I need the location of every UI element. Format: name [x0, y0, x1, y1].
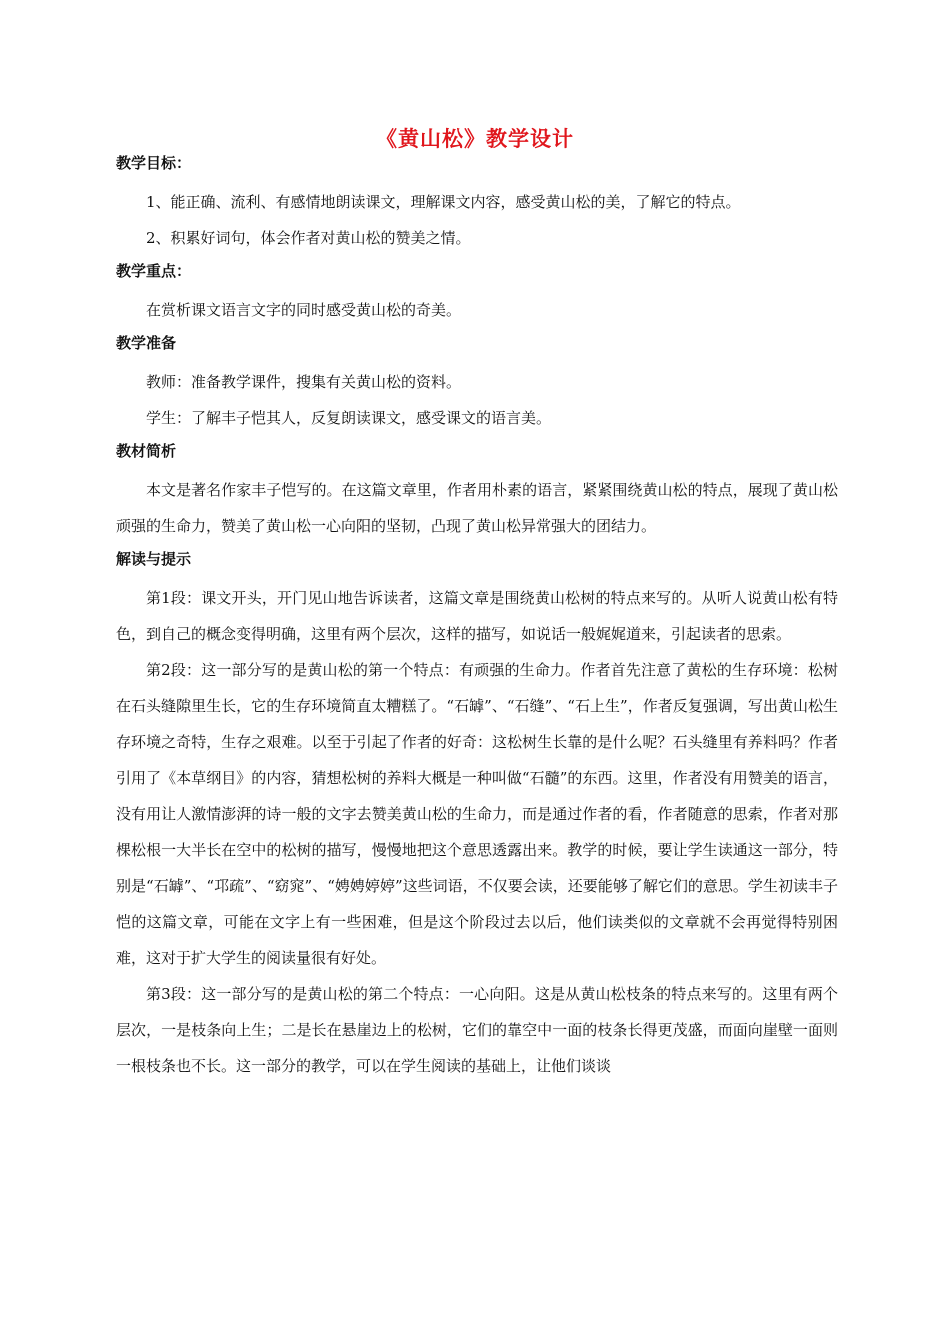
- document-title: 《黄山松》教学设计: [376, 127, 574, 151]
- paragraph: 1、能正确、流利、有感情地朗读课文，理解课文内容，感受黄山松的美，了解它的特点。: [146, 193, 741, 211]
- paragraph: 本文是著名作家丰子恺写的。在这篇文章里，作者用朴素的语言，紧紧围绕黄山松的特点，展现了黄山松顽强的生命力，赞美了黄山松一心向阳的坚韧，凸现了黄山松异常强大的团结力。: [116, 481, 838, 535]
- paragraph: 在赏析课文语言文字的同时感受黄山松的奇美。: [146, 301, 462, 319]
- paragraph: 学生：了解丰子恺其人，反复朗读课文，感受课文的语言美。: [146, 409, 552, 427]
- section-heading: 教学目标：: [116, 154, 192, 172]
- paragraph: 第3段：这一部分写的是黄山松的第二个特点：一心向阳。这是从黄山松枝条的特点来写的。这里有两个层次，一是枝条向上生；二是长在悬崖边上的松树，它们的靠空中一面的枝条长得更茂盛，而面向崖壁一面则一根枝条也不长。这一部分的教学，可以在学生阅读的基础上，让他们谈谈: [116, 985, 838, 1075]
- paragraph: 2、积累好词句，体会作者对黄山松的赞美之情。: [146, 229, 471, 247]
- section-heading: 教学准备: [116, 334, 177, 352]
- section-interpretation: [116, 547, 838, 1084]
- section-focus: [116, 259, 838, 328]
- section-heading: 教学重点：: [116, 262, 192, 280]
- section-analysis: [116, 439, 838, 544]
- section-goals: [116, 151, 838, 256]
- paragraph: 教师：准备教学课件，搜集有关黄山松的资料。: [146, 373, 462, 391]
- paragraph: 第2段：这一部分写的是黄山松的第一个特点：有顽强的生命力。作者首先注意了黄松的生存环境：松树在石头缝隙里生长，它的生存环境简直太糟糕了。“石罅”、“石缝”、“石上生”，作者反复强调，写出黄山松生存环境之奇特，生存之艰难。以至于引起了作者的好奇：这松树生长靠的是什么呢？石头缝里有养料吗？作者引用了《本草纲目》的内容，猜想松树的养料大概是一种叫做“石髓”的东西。这里，作者没有用赞美的语言，没有用让人激情澎湃的诗一般的文字去赞美黄山松的生命力，而是通过作者的看，作者随意的思索，作者对那棵松根一大半长在空中的松树的描写，慢慢地把这个意思透露出来。教学的时候，要让学生读通这一部分，特别是“石罅”、“邛疏”、“窈窕”、“娉娉婷婷”这些词语，不仅要会读，还要能够了解它们的意思。学生初读丰子恺的这篇文章，可能在文字上有一些困难，但是这个阶段过去以后，他们读类似的文章就不会再觉得特别困难，这对于扩大学生的阅读量很有好处。: [116, 661, 838, 967]
- paragraph: 第1段：课文开头，开门见山地告诉读者，这篇文章是围绕黄山松树的特点来写的。从听人说黄山松有特色，到自己的概念变得明确，这里有两个层次，这样的描写，如说话一般娓娓道来，引起读者的思索。: [116, 589, 838, 643]
- section-heading: 解读与提示: [116, 550, 192, 568]
- section-heading: 教材简析: [116, 442, 177, 460]
- section-preparation: [116, 331, 838, 436]
